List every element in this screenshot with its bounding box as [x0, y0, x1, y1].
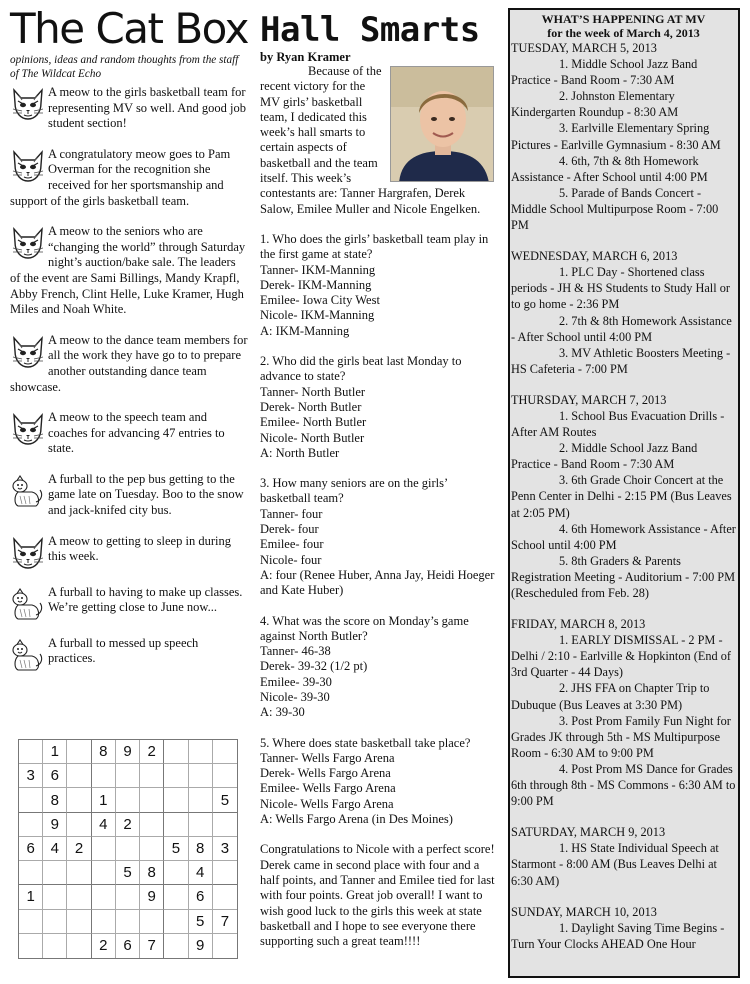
event-item: 3. MV Athletic Boosters Meeting - HS Cafeteria - 7:00 PM — [511, 345, 731, 376]
sudoku-cell — [67, 788, 91, 812]
sudoku-cell — [67, 910, 91, 934]
sudoku-cell: 5 — [116, 861, 140, 885]
cat-face-icon — [10, 226, 46, 260]
event-calendar — [511, 40, 736, 952]
blurb-text: A meow to the speech team and coaches for advancing 47 entries to state. — [48, 410, 225, 456]
sudoku-cell — [189, 740, 213, 764]
blurb-text: A meow to the dance team members for all the work they have go to to prepare another outstanding dance team showcase. — [10, 332, 248, 394]
answer-line: Derek- North Butler — [260, 399, 362, 414]
furball-cat-icon — [10, 587, 46, 621]
sudoku-cell — [19, 788, 43, 812]
question-list — [260, 232, 498, 827]
sudoku-grid — [19, 740, 237, 958]
blurb-list — [10, 85, 248, 672]
blurb-text: A furball to having to make up classes. We’re getting close to June now... — [48, 584, 243, 615]
sudoku-cell: 6 — [189, 885, 213, 909]
event-item: 3. Post Prom Family Fun Night for Grades JK through 5th - MS Multipurpose Room - 6:30 AM to 9:00 PM — [511, 713, 731, 760]
blurb-text: A furball to messed up speech practices. — [48, 635, 199, 666]
sudoku-cell: 9 — [189, 934, 213, 958]
author-photo — [390, 66, 494, 182]
question-text: 1. Who does the girls’ basketball team play in the first game at state? — [260, 231, 489, 262]
blurb-text: A meow to the seniors who are “changing the world” through Saturday night’s auction/bake sale. The leaders of the event are Sami Billings, Mandy Krapfl, Abby French, Clint Helle, Luke Kramer, Hugh Miles and Noah White. — [10, 224, 246, 317]
cat-face-icon — [10, 149, 46, 183]
sudoku-cell — [140, 788, 164, 812]
event-day — [511, 904, 736, 952]
byline: by Ryan Kramer — [260, 50, 351, 64]
sudoku-cell — [164, 740, 188, 764]
answer-line: Tanner- 46-38 — [260, 644, 331, 659]
blurb-text: A meow to the girls basketball team for representing MV so well. And good job student section! — [48, 85, 247, 131]
sudoku-cell — [164, 788, 188, 812]
event-item: 1. EARLY DISMISSAL - 2 PM - Delhi / 2:10 - Earlville & Hopkinton (End of 3rd Quarter - 44 Days) — [511, 633, 731, 680]
blurb-text: A congratulatory meow goes to Pam Overman for the recognition she received for her sportsmanship and support of the girls basketball team. — [10, 146, 231, 208]
sudoku-cell: 6 — [43, 764, 67, 788]
sudoku-cell: 2 — [67, 837, 91, 861]
event-item: 2. JHS FFA on Chapter Trip to Dubuque (Bus Leaves at 3:30 PM) — [511, 681, 710, 712]
sudoku-cell: 8 — [43, 788, 67, 812]
sudoku-cell — [43, 934, 67, 958]
question-text: 3. How many seniors are on the girls’ basketball team? — [260, 476, 448, 506]
sudoku-cell — [213, 885, 237, 909]
event-item: 3. 6th Grade Choir Concert at the Penn Center in Delhi - 2:15 PM (Bus Leaves at 2:05 PM) — [511, 473, 732, 520]
sudoku-cell: 5 — [189, 910, 213, 934]
sudoku-cell: 1 — [43, 740, 67, 764]
sudoku-cell: 2 — [140, 740, 164, 764]
question-block — [260, 736, 498, 828]
sudoku-cell — [140, 910, 164, 934]
cat-face-icon — [10, 412, 46, 446]
answer-line: Emilee- North Butler — [260, 415, 367, 430]
question-block — [260, 354, 498, 461]
blurb-item — [10, 636, 248, 672]
sudoku-cell — [140, 813, 164, 837]
sudoku-cell — [67, 813, 91, 837]
question-block — [260, 476, 498, 598]
sudoku-cell — [116, 885, 140, 909]
day-label: TUESDAY, MARCH 5, 2013 — [511, 41, 657, 55]
answer-line: Nicole- Wells Fargo Arena — [260, 796, 394, 811]
answer-line: Emilee- four — [260, 537, 324, 552]
cat-face-icon — [10, 536, 46, 570]
whats-happening-title: WHAT’S HAPPENING AT MV — [541, 12, 706, 26]
answer-line: Nicole- 39-30 — [260, 689, 330, 704]
answer-line: A: Wells Fargo Arena (in Des Moines) — [260, 812, 453, 827]
answer-line: Nicole- IKM-Manning — [260, 308, 375, 323]
sudoku-cell — [213, 740, 237, 764]
sudoku-cell: 8 — [189, 837, 213, 861]
answer-line: Nicole- four — [260, 552, 322, 567]
question-block — [260, 614, 498, 721]
sudoku-cell — [213, 764, 237, 788]
day-label: FRIDAY, MARCH 8, 2013 — [511, 617, 646, 632]
sudoku-cell: 3 — [19, 764, 43, 788]
day-label: SATURDAY, MARCH 9, 2013 — [511, 825, 666, 840]
sudoku-cell — [164, 910, 188, 934]
answer-line: Tanner- IKM-Manning — [260, 262, 376, 277]
blurb-item — [10, 224, 248, 318]
sudoku-cell — [164, 861, 188, 885]
event-item: 2. Middle School Jazz Band Practice - Band Room - 7:30 AM — [511, 441, 698, 472]
question-text: 4. What was the score on Monday’s game against North Butler? — [260, 613, 469, 643]
sudoku-cell — [213, 861, 237, 885]
blurb-item — [10, 333, 248, 395]
sudoku-cell — [92, 764, 116, 788]
sudoku-puzzle — [18, 739, 238, 959]
answer-line: Emilee- Iowa City West — [260, 293, 380, 308]
sudoku-cell: 1 — [92, 788, 116, 812]
question-text: 5. Where does state basketball take place? — [260, 735, 471, 750]
sudoku-cell: 7 — [213, 910, 237, 934]
cat-face-icon — [10, 87, 46, 121]
sudoku-cell: 4 — [92, 813, 116, 837]
sudoku-cell — [140, 764, 164, 788]
day-label: SUNDAY, MARCH 10, 2013 — [511, 904, 657, 919]
sudoku-cell: 4 — [189, 861, 213, 885]
sudoku-cell — [164, 764, 188, 788]
cat-face-icon — [10, 335, 46, 369]
sudoku-cell — [189, 788, 213, 812]
event-item: 5. Parade of Bands Concert - Middle School Multipurpose Room - 7:00 PM — [511, 185, 719, 233]
hall-smarts-intro: Because of the recent victory for the MV girls’ basketball team, I dedicated this week’s hall smarts to certain aspects of basketball and the team itself. This week’s contestants are: Tanner Hargrafen, Derek Salow, Emilee Muller and Nicole Engelken. — [260, 64, 481, 216]
sudoku-cell: 7 — [140, 934, 164, 958]
blurb-item — [10, 85, 248, 132]
sudoku-cell — [67, 861, 91, 885]
event-day — [511, 40, 736, 233]
event-day — [511, 248, 736, 377]
sudoku-cell: 2 — [92, 934, 116, 958]
blurb-item — [10, 472, 248, 519]
answer-line: Tanner- four — [260, 506, 323, 521]
sudoku-cell — [140, 837, 164, 861]
blurb-item — [10, 534, 248, 570]
answer-line: Nicole- North Butler — [260, 430, 365, 445]
hall-smarts-column — [260, 10, 498, 949]
event-item: 1. Middle School Jazz Band Practice - Band Room - 7:30 AM — [511, 57, 698, 88]
blurb-item — [10, 147, 248, 209]
event-item: 5. 8th Graders & Parents Registration Meeting - Auditorium - 7:00 PM (Rescheduled from Feb. 28) — [511, 553, 736, 600]
event-item: 2. Johnston Elementary Kindergarten Roundup - 8:30 AM — [511, 89, 679, 120]
sudoku-cell — [92, 837, 116, 861]
day-label: THURSDAY, MARCH 7, 2013 — [511, 392, 667, 407]
sudoku-cell — [92, 861, 116, 885]
event-item: 4. 6th, 7th & 8th Homework Assistance - After School until 4:00 PM — [511, 153, 708, 184]
event-item: 4. 6th Homework Assistance - After School until 4:00 PM — [511, 521, 736, 552]
event-day — [511, 616, 736, 809]
cat-box-masthead: The Cat Box — [10, 4, 248, 53]
day-label: WEDNESDAY, MARCH 6, 2013 — [511, 249, 678, 264]
event-day — [511, 392, 736, 601]
sudoku-cell: 5 — [164, 837, 188, 861]
sudoku-cell — [116, 910, 140, 934]
event-item: 3. Earlville Elementary Spring Pictures - Earlville Gymnasium - 8:30 AM — [511, 121, 721, 152]
answer-line: A: 39-30 — [260, 705, 305, 720]
whats-happening-box — [508, 8, 740, 978]
sudoku-cell — [164, 813, 188, 837]
sudoku-cell — [67, 764, 91, 788]
sudoku-cell — [43, 885, 67, 909]
sudoku-cell — [19, 861, 43, 885]
sudoku-cell: 9 — [43, 813, 67, 837]
sudoku-cell — [164, 885, 188, 909]
blurb-text: A meow to getting to sleep in during this week. — [48, 533, 231, 564]
sudoku-cell: 9 — [116, 740, 140, 764]
answer-line: Derek- Wells Fargo Arena — [260, 766, 391, 781]
sudoku-cell — [19, 910, 43, 934]
sudoku-cell — [43, 910, 67, 934]
sudoku-cell — [213, 934, 237, 958]
sudoku-cell — [164, 934, 188, 958]
sudoku-cell — [189, 764, 213, 788]
whats-happening-subtitle: for the week of March 4, 2013 — [547, 26, 700, 40]
sudoku-cell — [19, 934, 43, 958]
event-item: 1. PLC Day - Shortened class periods - JH & HS Students to Study Hall or to go home - 2:36 PM — [511, 265, 730, 312]
sudoku-cell — [92, 885, 116, 909]
sudoku-cell — [19, 813, 43, 837]
sudoku-cell — [116, 788, 140, 812]
sudoku-cell: 4 — [43, 837, 67, 861]
blurb-text: A furball to the pep bus getting to the game late on Tuesday. Boo to the snow and jack-knifed city bus. — [48, 471, 244, 518]
sudoku-cell: 2 — [116, 813, 140, 837]
answer-line: A: IKM-Manning — [260, 323, 350, 338]
event-item: 1. School Bus Evacuation Drills - After AM Routes — [511, 408, 725, 440]
sudoku-cell — [92, 910, 116, 934]
sudoku-cell: 8 — [140, 861, 164, 885]
furball-cat-icon — [10, 638, 46, 672]
sudoku-cell: 6 — [116, 934, 140, 958]
answer-line: Derek- IKM-Manning — [260, 277, 372, 292]
answer-line: Tanner- Wells Fargo Arena — [260, 750, 395, 765]
sudoku-cell — [67, 934, 91, 958]
cat-box-tagline: opinions, ideas and random thoughts from the staff of The Wildcat Echo — [10, 54, 239, 80]
sudoku-cell — [189, 813, 213, 837]
blurb-item — [10, 410, 248, 457]
sudoku-cell: 9 — [140, 885, 164, 909]
hall-smarts-title: Hall Smarts — [260, 10, 480, 50]
sudoku-cell — [116, 764, 140, 788]
answer-line: A: North Butler — [260, 445, 340, 460]
event-day — [511, 824, 736, 888]
sudoku-cell: 6 — [19, 837, 43, 861]
answer-line: Emilee- Wells Fargo Arena — [260, 781, 396, 796]
sudoku-cell: 3 — [213, 837, 237, 861]
question-block — [260, 232, 498, 339]
answer-line: Emilee- 39-30 — [260, 674, 332, 689]
furball-cat-icon — [10, 474, 46, 508]
event-item: 1. HS State Individual Speech at Starmont - 8:00 AM (Bus Leaves Delhi at 6:30 AM) — [511, 841, 719, 888]
sudoku-cell: 1 — [19, 885, 43, 909]
sudoku-cell: 8 — [92, 740, 116, 764]
cat-box-column — [10, 6, 248, 687]
answer-line: Derek- 39-32 (1/2 pt) — [260, 659, 368, 674]
sudoku-cell — [67, 740, 91, 764]
sudoku-cell — [116, 837, 140, 861]
answer-line: A: four (Renee Huber, Anna Jay, Heidi Hoeger and Kate Huber) — [260, 567, 495, 598]
sudoku-cell — [213, 813, 237, 837]
event-item: 1. Daylight Saving Time Begins - Turn Your Clocks AHEAD One Hour — [511, 920, 725, 951]
question-text: 2. Who did the girls beat last Monday to advance to state? — [260, 354, 462, 384]
author-portrait-icon — [391, 67, 494, 182]
sudoku-cell — [67, 885, 91, 909]
hall-smarts-closing: Congratulations to Nicole with a perfect score! Derek came in second place with four and a half points, and Tanner and Emilee tied for last with four points. Great job overall! I want to wish good luck to the girls this week at state basketball and I hope to see everyone there supporting such a great team!!!! — [260, 842, 495, 949]
answer-line: Derek- four — [260, 522, 319, 537]
answer-line: Tanner- North Butler — [260, 384, 366, 399]
event-item: 4. Post Prom MS Dance for Grades 6th through 8th - MS Commons - 6:30 AM to 9:00 PM — [511, 761, 736, 809]
blurb-item — [10, 585, 248, 621]
sudoku-cell — [19, 740, 43, 764]
event-item: 2. 7th & 8th Homework Assistance - After School until 4:00 PM — [511, 313, 732, 344]
sudoku-cell: 5 — [213, 788, 237, 812]
sudoku-cell — [43, 861, 67, 885]
